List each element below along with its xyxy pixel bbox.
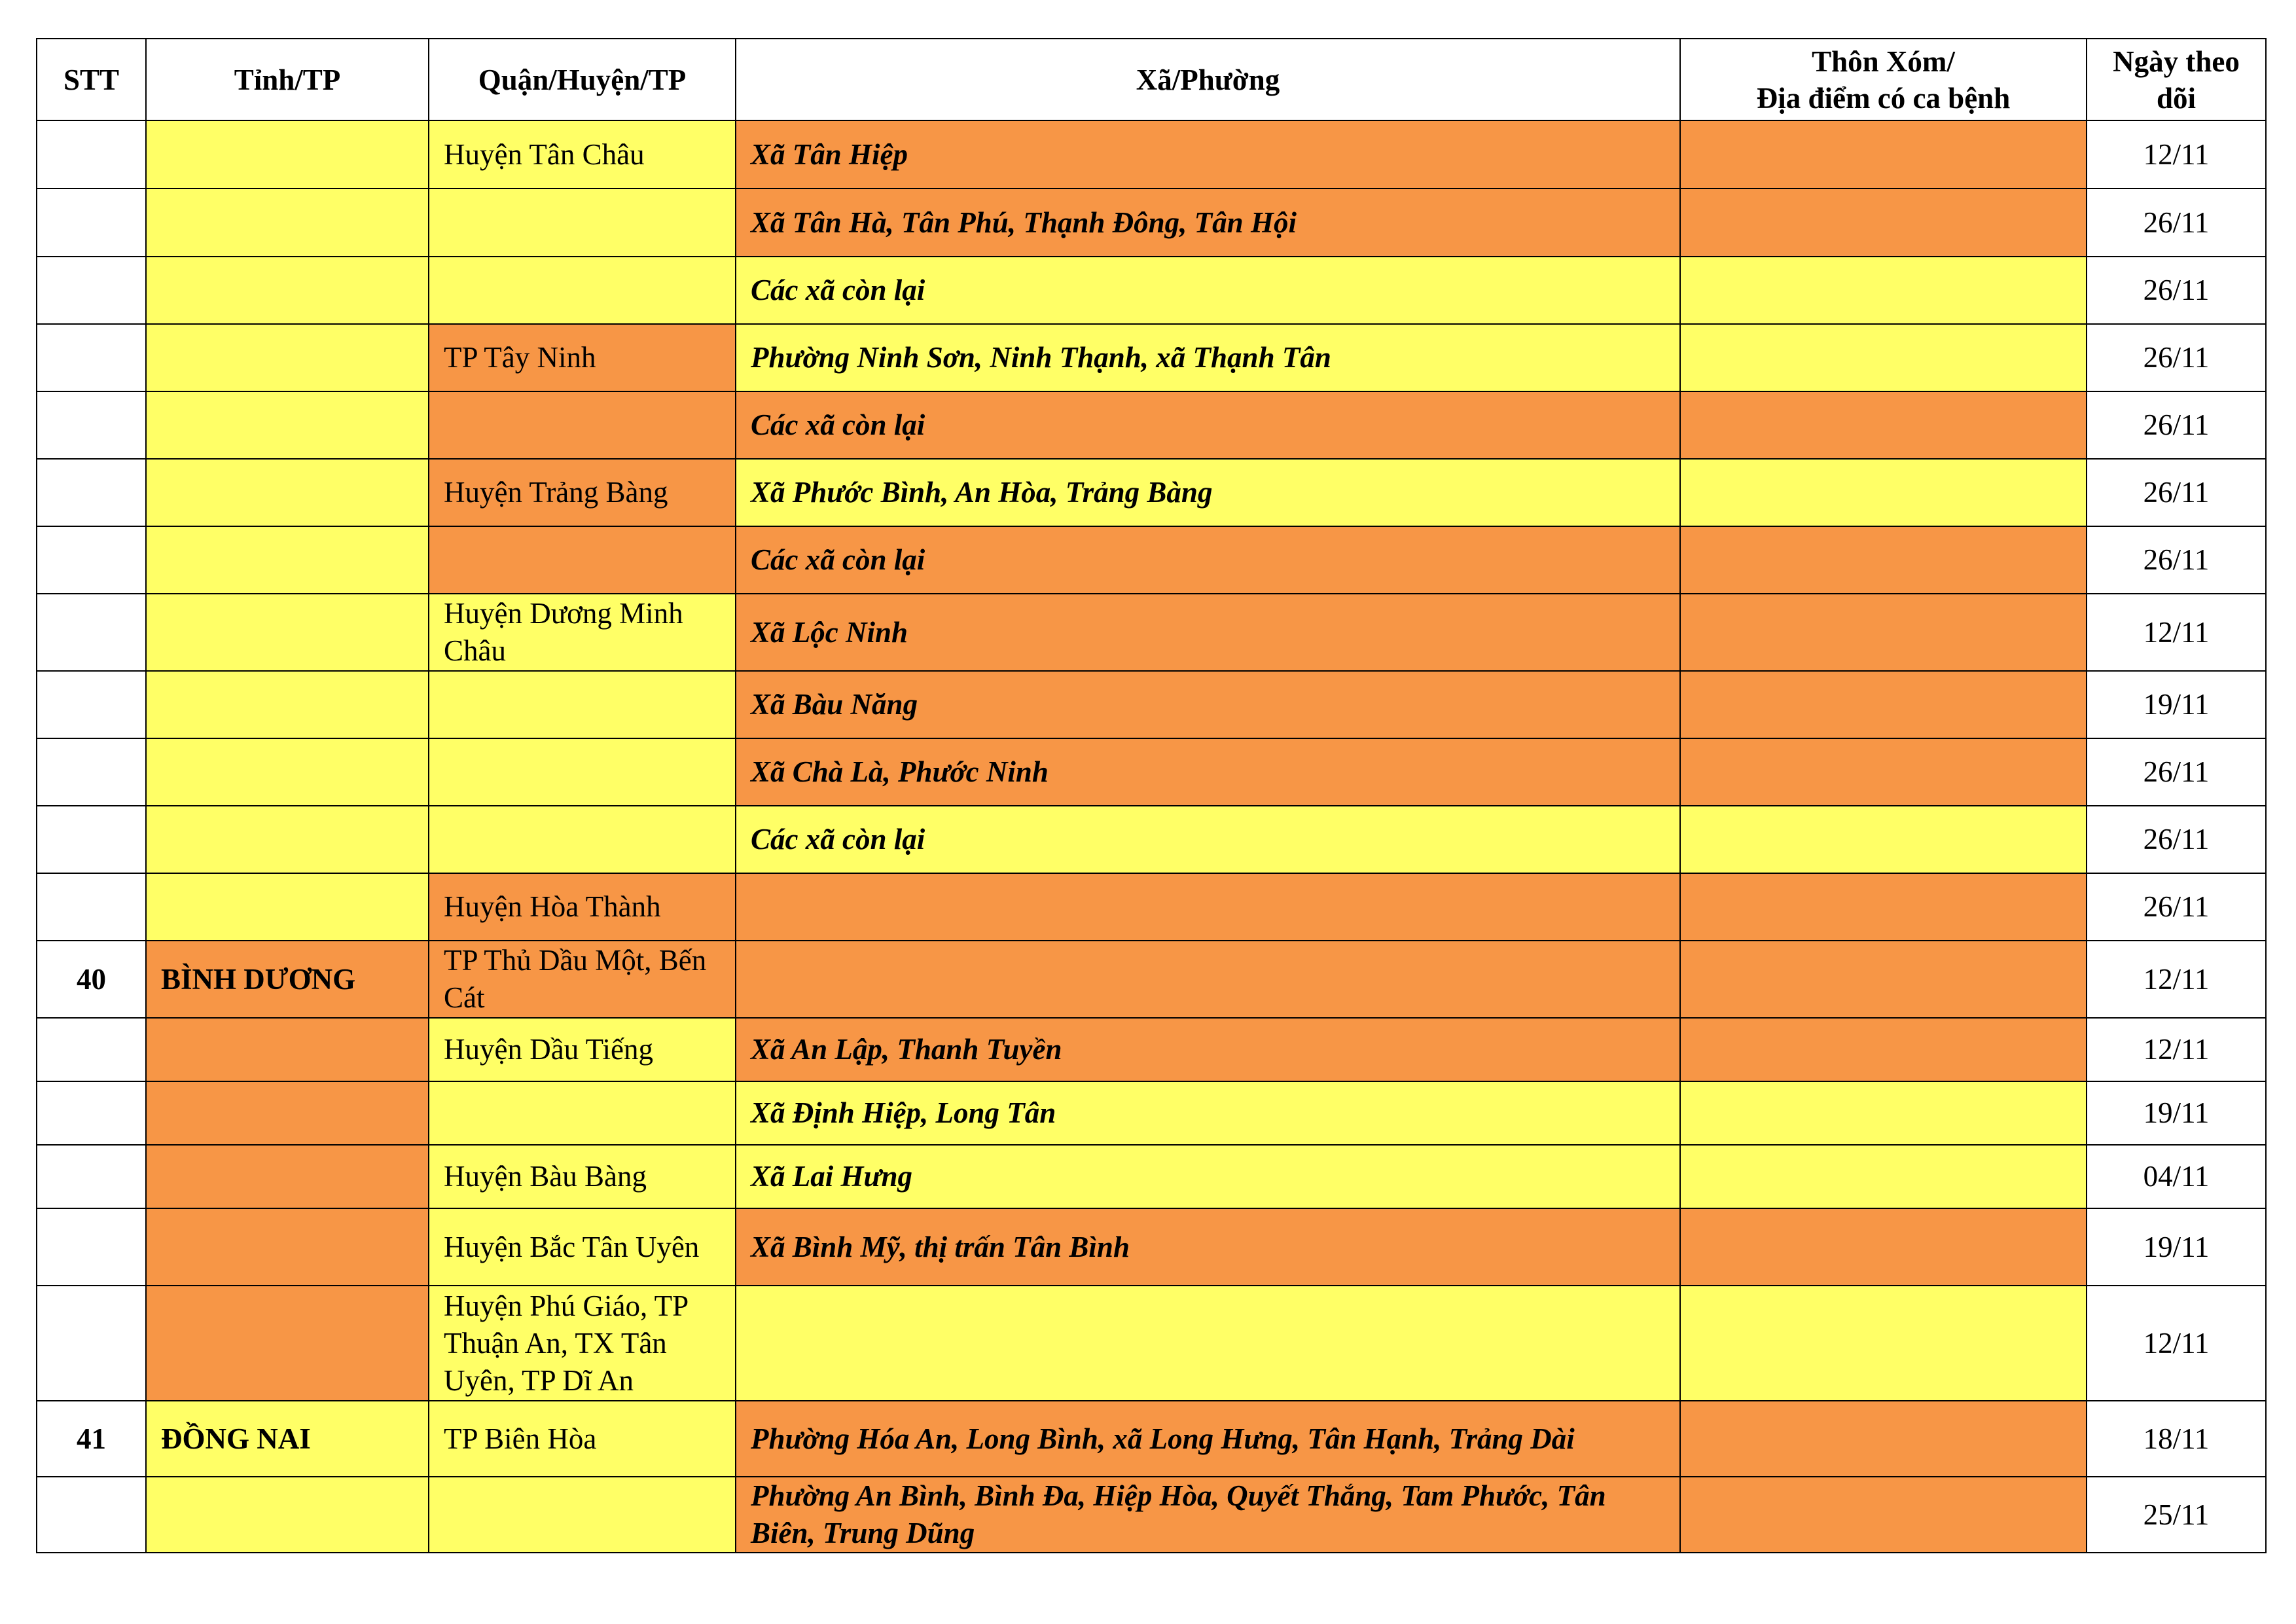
- cell-xa: Các xã còn lại: [736, 526, 1680, 594]
- cell-xa: Xã Tân Hà, Tân Phú, Thạnh Đông, Tân Hội: [736, 189, 1680, 257]
- cell-thon: [1680, 257, 2087, 324]
- cell-xa: Xã Phước Bình, An Hòa, Trảng Bàng: [736, 459, 1680, 526]
- header-ngay-line2: dõi: [2156, 81, 2197, 115]
- cell-xa: Xã Bình Mỹ, thị trấn Tân Bình: [736, 1208, 1680, 1286]
- header-ngay: [2087, 39, 2266, 120]
- cell-tinh: [146, 526, 429, 594]
- cell-quan: [429, 257, 736, 324]
- table-row: [37, 738, 2266, 806]
- cell-stt: [37, 189, 146, 257]
- cell-quan: [429, 1477, 736, 1553]
- table-row: [37, 873, 2266, 941]
- header-tinh: Tỉnh/TP: [146, 39, 429, 120]
- cell-quan: TP Thủ Dầu Một, Bến Cát: [429, 941, 736, 1018]
- cell-tinh: [146, 257, 429, 324]
- header-thon-line2: Địa điểm có ca bệnh: [1756, 81, 2011, 115]
- cell-stt: [37, 391, 146, 459]
- table-row: [37, 594, 2266, 671]
- table-row: [37, 941, 2266, 1018]
- cell-tinh: [146, 873, 429, 941]
- cell-ngay: 26/11: [2087, 459, 2266, 526]
- cell-xa: Các xã còn lại: [736, 257, 1680, 324]
- cell-tinh: [146, 1145, 429, 1208]
- header-ngay-line1: Ngày theo: [2113, 45, 2240, 78]
- cell-xa: Phường An Bình, Bình Đa, Hiệp Hòa, Quyết Thắng, Tam Phước, Tân Biên, Trung Dũng: [736, 1477, 1680, 1553]
- cell-xa: Xã Bàu Năng: [736, 671, 1680, 738]
- cell-stt: [37, 526, 146, 594]
- cell-ngay: 26/11: [2087, 738, 2266, 806]
- cell-stt: [37, 671, 146, 738]
- cell-tinh: [146, 1081, 429, 1145]
- cell-tinh: [146, 806, 429, 873]
- header-xa: Xã/Phường: [736, 39, 1680, 120]
- cell-quan: Huyện Tân Châu: [429, 120, 736, 189]
- cell-stt: [37, 806, 146, 873]
- cell-quan: Huyện Bàu Bàng: [429, 1145, 736, 1208]
- cell-xa: Các xã còn lại: [736, 391, 1680, 459]
- cell-ngay: 04/11: [2087, 1145, 2266, 1208]
- cell-thon: [1680, 1081, 2087, 1145]
- cell-xa: Phường Ninh Sơn, Ninh Thạnh, xã Thạnh Tân: [736, 324, 1680, 391]
- cell-tinh: [146, 1477, 429, 1553]
- cell-stt: [37, 257, 146, 324]
- cell-ngay: 26/11: [2087, 189, 2266, 257]
- cell-quan: Huyện Trảng Bàng: [429, 459, 736, 526]
- cell-stt: [37, 324, 146, 391]
- table-row: [37, 1145, 2266, 1208]
- cell-thon: [1680, 594, 2087, 671]
- cell-quan: [429, 671, 736, 738]
- cell-ngay: 12/11: [2087, 594, 2266, 671]
- cell-thon: [1680, 391, 2087, 459]
- table-row: [37, 526, 2266, 594]
- cell-thon: [1680, 1401, 2087, 1477]
- cell-thon: [1680, 806, 2087, 873]
- cell-thon: [1680, 671, 2087, 738]
- cell-xa: Các xã còn lại: [736, 806, 1680, 873]
- cell-stt: [37, 120, 146, 189]
- cell-thon: [1680, 459, 2087, 526]
- cell-ngay: 12/11: [2087, 120, 2266, 189]
- cell-quan: Huyện Dầu Tiếng: [429, 1018, 736, 1081]
- cell-ngay: 12/11: [2087, 941, 2266, 1018]
- cell-thon: [1680, 1286, 2087, 1401]
- cell-ngay: 26/11: [2087, 324, 2266, 391]
- cell-xa: Xã An Lập, Thanh Tuyền: [736, 1018, 1680, 1081]
- cell-ngay: 26/11: [2087, 806, 2266, 873]
- table-row: [37, 120, 2266, 189]
- table-row: [37, 324, 2266, 391]
- cell-tinh: [146, 120, 429, 189]
- cell-ngay: 18/11: [2087, 1401, 2266, 1477]
- cell-quan: [429, 189, 736, 257]
- cell-thon: [1680, 324, 2087, 391]
- cell-tinh: [146, 671, 429, 738]
- cell-quan: Huyện Bắc Tân Uyên: [429, 1208, 736, 1286]
- cell-tinh: [146, 391, 429, 459]
- cell-thon: [1680, 873, 2087, 941]
- cell-tinh: [146, 1208, 429, 1286]
- cell-quan: [429, 526, 736, 594]
- cell-xa: Xã Lộc Ninh: [736, 594, 1680, 671]
- cell-quan: [429, 391, 736, 459]
- cell-ngay: 19/11: [2087, 671, 2266, 738]
- cell-stt: [37, 873, 146, 941]
- table-row: [37, 391, 2266, 459]
- cell-ngay: 19/11: [2087, 1208, 2266, 1286]
- cell-thon: [1680, 1145, 2087, 1208]
- cell-xa: Xã Tân Hiệp: [736, 120, 1680, 189]
- cell-ngay: 26/11: [2087, 526, 2266, 594]
- table-row: [37, 671, 2266, 738]
- header-quan: Quận/Huyện/TP: [429, 39, 736, 120]
- cell-stt: [37, 1208, 146, 1286]
- cell-ngay: 26/11: [2087, 391, 2266, 459]
- cell-stt: [37, 459, 146, 526]
- cell-xa: Xã Lai Hưng: [736, 1145, 1680, 1208]
- table-row: [37, 1018, 2266, 1081]
- cell-thon: [1680, 941, 2087, 1018]
- header-thon: [1680, 39, 2087, 120]
- cell-ngay: 26/11: [2087, 257, 2266, 324]
- cell-ngay: 12/11: [2087, 1286, 2266, 1401]
- cell-tinh: BÌNH DƯƠNG: [146, 941, 429, 1018]
- header-row: [37, 39, 2266, 120]
- cell-stt: [37, 738, 146, 806]
- table-row: [37, 189, 2266, 257]
- cell-tinh: [146, 1286, 429, 1401]
- cell-xa: [736, 1286, 1680, 1401]
- cell-xa: [736, 873, 1680, 941]
- cell-quan: Huyện Hòa Thành: [429, 873, 736, 941]
- cell-thon: [1680, 526, 2087, 594]
- cell-tinh: [146, 738, 429, 806]
- cell-tinh: [146, 189, 429, 257]
- cell-ngay: 19/11: [2087, 1081, 2266, 1145]
- cell-quan: [429, 1081, 736, 1145]
- table-row: [37, 1477, 2266, 1553]
- cell-thon: [1680, 1018, 2087, 1081]
- cell-thon: [1680, 1477, 2087, 1553]
- cell-quan: Huyện Phú Giáo, TP Thuận An, TX Tân Uyên, TP Dĩ An: [429, 1286, 736, 1401]
- cell-quan: TP Biên Hòa: [429, 1401, 736, 1477]
- cell-xa: Xã Định Hiệp, Long Tân: [736, 1081, 1680, 1145]
- cell-stt: [37, 1477, 146, 1553]
- cell-tinh: [146, 324, 429, 391]
- cell-tinh: [146, 594, 429, 671]
- table-row: [37, 806, 2266, 873]
- cell-ngay: 26/11: [2087, 873, 2266, 941]
- cell-stt: 40: [37, 941, 146, 1018]
- risk-level-table: [36, 38, 2267, 1553]
- cell-thon: [1680, 738, 2087, 806]
- cell-stt: 41: [37, 1401, 146, 1477]
- cell-ngay: 25/11: [2087, 1477, 2266, 1553]
- cell-thon: [1680, 189, 2087, 257]
- cell-stt: [37, 1286, 146, 1401]
- cell-stt: [37, 594, 146, 671]
- cell-quan: [429, 806, 736, 873]
- cell-stt: [37, 1018, 146, 1081]
- table-row: [37, 1081, 2266, 1145]
- cell-stt: [37, 1081, 146, 1145]
- cell-quan: TP Tây Ninh: [429, 324, 736, 391]
- header-stt: STT: [37, 39, 146, 120]
- table-row: [37, 257, 2266, 324]
- cell-xa: [736, 941, 1680, 1018]
- cell-tinh: [146, 459, 429, 526]
- table-row: [37, 459, 2266, 526]
- cell-tinh: [146, 1018, 429, 1081]
- table-row: [37, 1208, 2266, 1286]
- cell-tinh: ĐỒNG NAI: [146, 1401, 429, 1477]
- cell-xa: Xã Chà Là, Phước Ninh: [736, 738, 1680, 806]
- cell-quan: Huyện Dương Minh Châu: [429, 594, 736, 671]
- cell-stt: [37, 1145, 146, 1208]
- cell-quan: [429, 738, 736, 806]
- cell-xa: Phường Hóa An, Long Bình, xã Long Hưng, Tân Hạnh, Trảng Dài: [736, 1401, 1680, 1477]
- cell-ngay: 12/11: [2087, 1018, 2266, 1081]
- cell-thon: [1680, 120, 2087, 189]
- table-row: [37, 1286, 2266, 1401]
- header-thon-line1: Thôn Xóm/: [1812, 45, 1955, 78]
- cell-thon: [1680, 1208, 2087, 1286]
- table-row: [37, 1401, 2266, 1477]
